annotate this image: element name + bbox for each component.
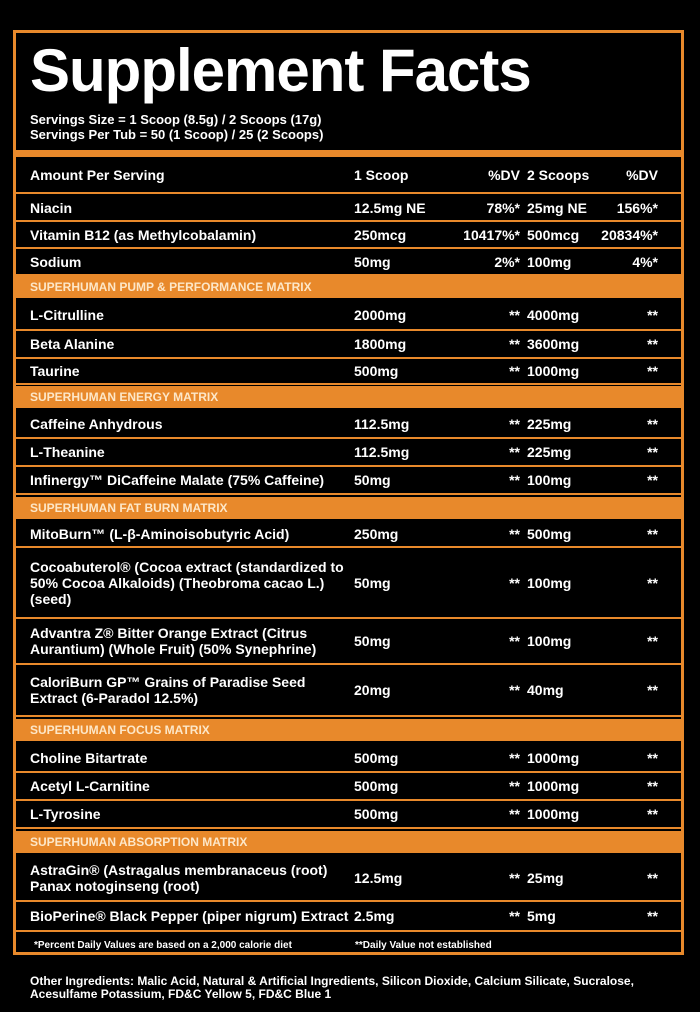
nutrient-name: Taurine xyxy=(30,363,80,379)
two-scoops-amount: 100mg xyxy=(527,472,572,488)
row-divider xyxy=(16,827,681,829)
two-scoops-dv: ** xyxy=(647,633,658,649)
row-divider xyxy=(16,383,681,385)
nutrient-row xyxy=(16,300,681,330)
one-scoop-amount: 50mg xyxy=(354,574,391,591)
two-scoops-dv: ** xyxy=(647,750,658,766)
section-header: SUPERHUMAN FOCUS MATRIX xyxy=(16,719,681,741)
section-header: SUPERHUMAN FAT BURN MATRIX xyxy=(16,497,681,519)
two-scoops-dv: ** xyxy=(647,444,658,460)
one-scoop-dv: ** xyxy=(509,750,520,766)
row-divider xyxy=(16,715,681,717)
one-scoop-dv: ** xyxy=(509,574,520,591)
one-scoop-dv: ** xyxy=(509,806,520,822)
two-scoops-dv: ** xyxy=(647,682,658,698)
one-scoop-amount: 500mg xyxy=(354,750,399,766)
two-scoops-amount: 5mg xyxy=(527,908,556,924)
amount-per-serving-label: Amount Per Serving xyxy=(30,167,165,183)
two-scoops-amount: 100mg xyxy=(527,633,572,649)
one-scoop-dv: ** xyxy=(509,307,520,323)
one-scoop-dv: 78%* xyxy=(486,199,520,216)
two-scoops-dv: ** xyxy=(647,336,658,352)
row-divider xyxy=(16,930,681,932)
one-scoop-amount: 50mg xyxy=(354,633,391,649)
two-scoops-dv: ** xyxy=(647,574,658,591)
two-scoops-amount: 1000mg xyxy=(527,778,580,794)
two-scoops-amount: 1000mg xyxy=(527,750,580,766)
two-scoops-dv: ** xyxy=(647,908,658,924)
one-scoop-amount: 250mcg xyxy=(354,226,407,243)
one-scoop-amount: 1800mg xyxy=(354,336,407,352)
two-scoops-dv: ** xyxy=(647,307,658,323)
nutrient-name: Advantra Z® Bitter Orange Extract (Citrus Aurantium) (Whole Fruit) (50% Synephrine) xyxy=(30,625,317,657)
nutrient-row xyxy=(16,520,681,547)
serving-size: Servings Size = 1 Scoop (8.5g) / 2 Scoops (17g) xyxy=(30,112,322,127)
page-title: Supplement Facts xyxy=(30,37,531,104)
two-scoops-amount: 3600mg xyxy=(527,336,580,352)
nutrient-row xyxy=(16,901,681,931)
nutrient-row xyxy=(16,194,681,221)
two-scoops-amount: 25mg xyxy=(527,869,564,886)
two-scoops-amount: 225mg xyxy=(527,416,572,432)
two-scoops-amount: 1000mg xyxy=(527,806,580,822)
one-scoop-dv: ** xyxy=(509,682,520,698)
one-scoop-amount: 12.5mg NE xyxy=(354,199,426,216)
one-scoop-dv: ** xyxy=(509,869,520,886)
one-scoop-dv: ** xyxy=(509,444,520,460)
nutrient-row xyxy=(16,330,681,358)
nutrient-row xyxy=(16,358,681,384)
nutrient-name: Sodium xyxy=(30,253,82,270)
one-scoop-amount: 112.5mg xyxy=(354,416,410,432)
one-scoop-dv: ** xyxy=(509,416,520,432)
section-header: SUPERHUMAN PUMP & PERFORMANCE MATRIX xyxy=(16,276,681,298)
two-scoops-amount: 100mg xyxy=(527,574,572,591)
nutrient-name: BioPerine® Black Pepper (piper nigrum) Extract xyxy=(30,908,349,924)
one-scoop-amount: 12.5mg xyxy=(354,869,403,886)
nutrient-name: L-Tyrosine xyxy=(30,806,101,822)
two-scoops-amount: 1000mg xyxy=(527,363,580,379)
one-scoop-amount: 500mg xyxy=(354,363,399,379)
footnote-percent-dv: *Percent Daily Values are based on a 2,000 calorie diet xyxy=(34,940,292,951)
nutrient-row xyxy=(16,410,681,438)
nutrient-name: Choline Bitartrate xyxy=(30,750,148,766)
nutrient-row xyxy=(16,744,681,772)
row-divider xyxy=(16,493,681,495)
nutrient-row xyxy=(16,618,681,664)
two-scoops-amount: 500mg xyxy=(527,525,572,542)
two-scoops-dv: 4%* xyxy=(632,253,658,270)
two-scoops-dv: ** xyxy=(647,416,658,432)
nutrient-name: Cocoabuterol® (Cocoa extract (standardized to 50% Cocoa Alkaloids) (Theobroma cacao L.)(seed) xyxy=(30,558,344,607)
one-scoop-amount: 20mg xyxy=(354,682,391,698)
one-scoop-amount: 500mg xyxy=(354,778,399,794)
two-scoops-dv: 20834%* xyxy=(601,226,658,243)
one-scoop-amount: 50mg xyxy=(354,253,391,270)
footnote-dv-not-established: **Daily Value not established xyxy=(355,940,492,951)
one-scoop-dv: ** xyxy=(509,633,520,649)
section-header: SUPERHUMAN ABSORPTION MATRIX xyxy=(16,831,681,853)
two-scoops-dv: ** xyxy=(647,806,658,822)
one-scoop-dv: ** xyxy=(509,525,520,542)
one-scoop-amount: 500mg xyxy=(354,806,399,822)
header-row xyxy=(16,159,681,191)
two-scoops-dv: ** xyxy=(647,525,658,542)
nutrient-name: Caffeine Anhydrous xyxy=(30,416,163,432)
nutrient-row xyxy=(16,772,681,800)
two-scoops-dv: ** xyxy=(647,869,658,886)
nutrient-row xyxy=(16,466,681,494)
one-scoop-amount: 250mg xyxy=(354,525,399,542)
nutrient-name: Acetyl L-Carnitine xyxy=(30,778,150,794)
one-scoop-header: 1 Scoop xyxy=(354,167,409,183)
nutrient-name: Vitamin B12 (as Methylcobalamin) xyxy=(30,226,257,243)
one-scoop-dv: 10417%* xyxy=(463,226,520,243)
two-scoops-amount: 4000mg xyxy=(527,307,580,323)
two-scoops-amount: 225mg xyxy=(527,444,572,460)
nutrient-row xyxy=(16,438,681,466)
nutrient-row xyxy=(16,547,681,618)
dv-header-1: %DV xyxy=(488,167,520,183)
nutrient-name: Niacin xyxy=(30,199,73,216)
two-scoops-amount: 40mg xyxy=(527,682,564,698)
nutrient-name: Infinergy™ DiCaffeine Malate (75% Caffeine) xyxy=(30,472,325,488)
nutrient-row xyxy=(16,800,681,828)
nutrient-row xyxy=(16,248,681,275)
other-ingredients: Other Ingredients: Malic Acid, Natural & Artificial Ingredients, Silicon Dioxide, Calcium Silicate, Sucralose, Acesulfame Potassium, FD&C Yellow 5, FD&C Blue 1 xyxy=(30,974,634,1001)
section-header: SUPERHUMAN ENERGY MATRIX xyxy=(16,386,681,408)
one-scoop-dv: ** xyxy=(509,778,520,794)
nutrient-row xyxy=(16,854,681,901)
nutrient-row xyxy=(16,221,681,248)
nutrient-name: CaloriBurn GP™ Grains of Paradise Seed Extract (6-Paradol 12.5%) xyxy=(30,674,306,706)
servings-per-container: Servings Per Tub = 50 (1 Scoop) / 25 (2 Scoops) xyxy=(30,127,324,142)
nutrient-row xyxy=(16,664,681,716)
one-scoop-amount: 2.5mg xyxy=(354,908,395,924)
nutrient-name: L-Theanine xyxy=(30,444,105,460)
dv-header-2: %DV xyxy=(626,167,658,183)
two-scoops-amount: 100mg xyxy=(527,253,572,270)
two-scoops-header: 2 Scoops xyxy=(527,167,590,183)
nutrient-name: AstraGin® (Astragalus membranaceus (root) Panax notoginseng (root) xyxy=(30,861,328,894)
nutrient-name: L-Citrulline xyxy=(30,307,104,323)
two-scoops-amount: 25mg NE xyxy=(527,199,587,216)
thick-divider xyxy=(16,150,681,157)
one-scoop-dv: ** xyxy=(509,908,520,924)
one-scoop-dv: 2%* xyxy=(494,253,520,270)
two-scoops-dv: ** xyxy=(647,472,658,488)
one-scoop-dv: ** xyxy=(509,363,520,379)
two-scoops-amount: 500mcg xyxy=(527,226,580,243)
one-scoop-dv: ** xyxy=(509,336,520,352)
two-scoops-dv: 156%* xyxy=(616,199,658,216)
nutrient-name: Beta Alanine xyxy=(30,336,115,352)
nutrient-name: MitoBurn™ (L-β-Aminoisobutyric Acid) xyxy=(30,525,290,542)
two-scoops-dv: ** xyxy=(647,363,658,379)
two-scoops-dv: ** xyxy=(647,778,658,794)
one-scoop-amount: 50mg xyxy=(354,472,391,488)
one-scoop-amount: 2000mg xyxy=(354,307,407,323)
one-scoop-amount: 112.5mg xyxy=(354,444,410,460)
one-scoop-dv: ** xyxy=(509,472,520,488)
